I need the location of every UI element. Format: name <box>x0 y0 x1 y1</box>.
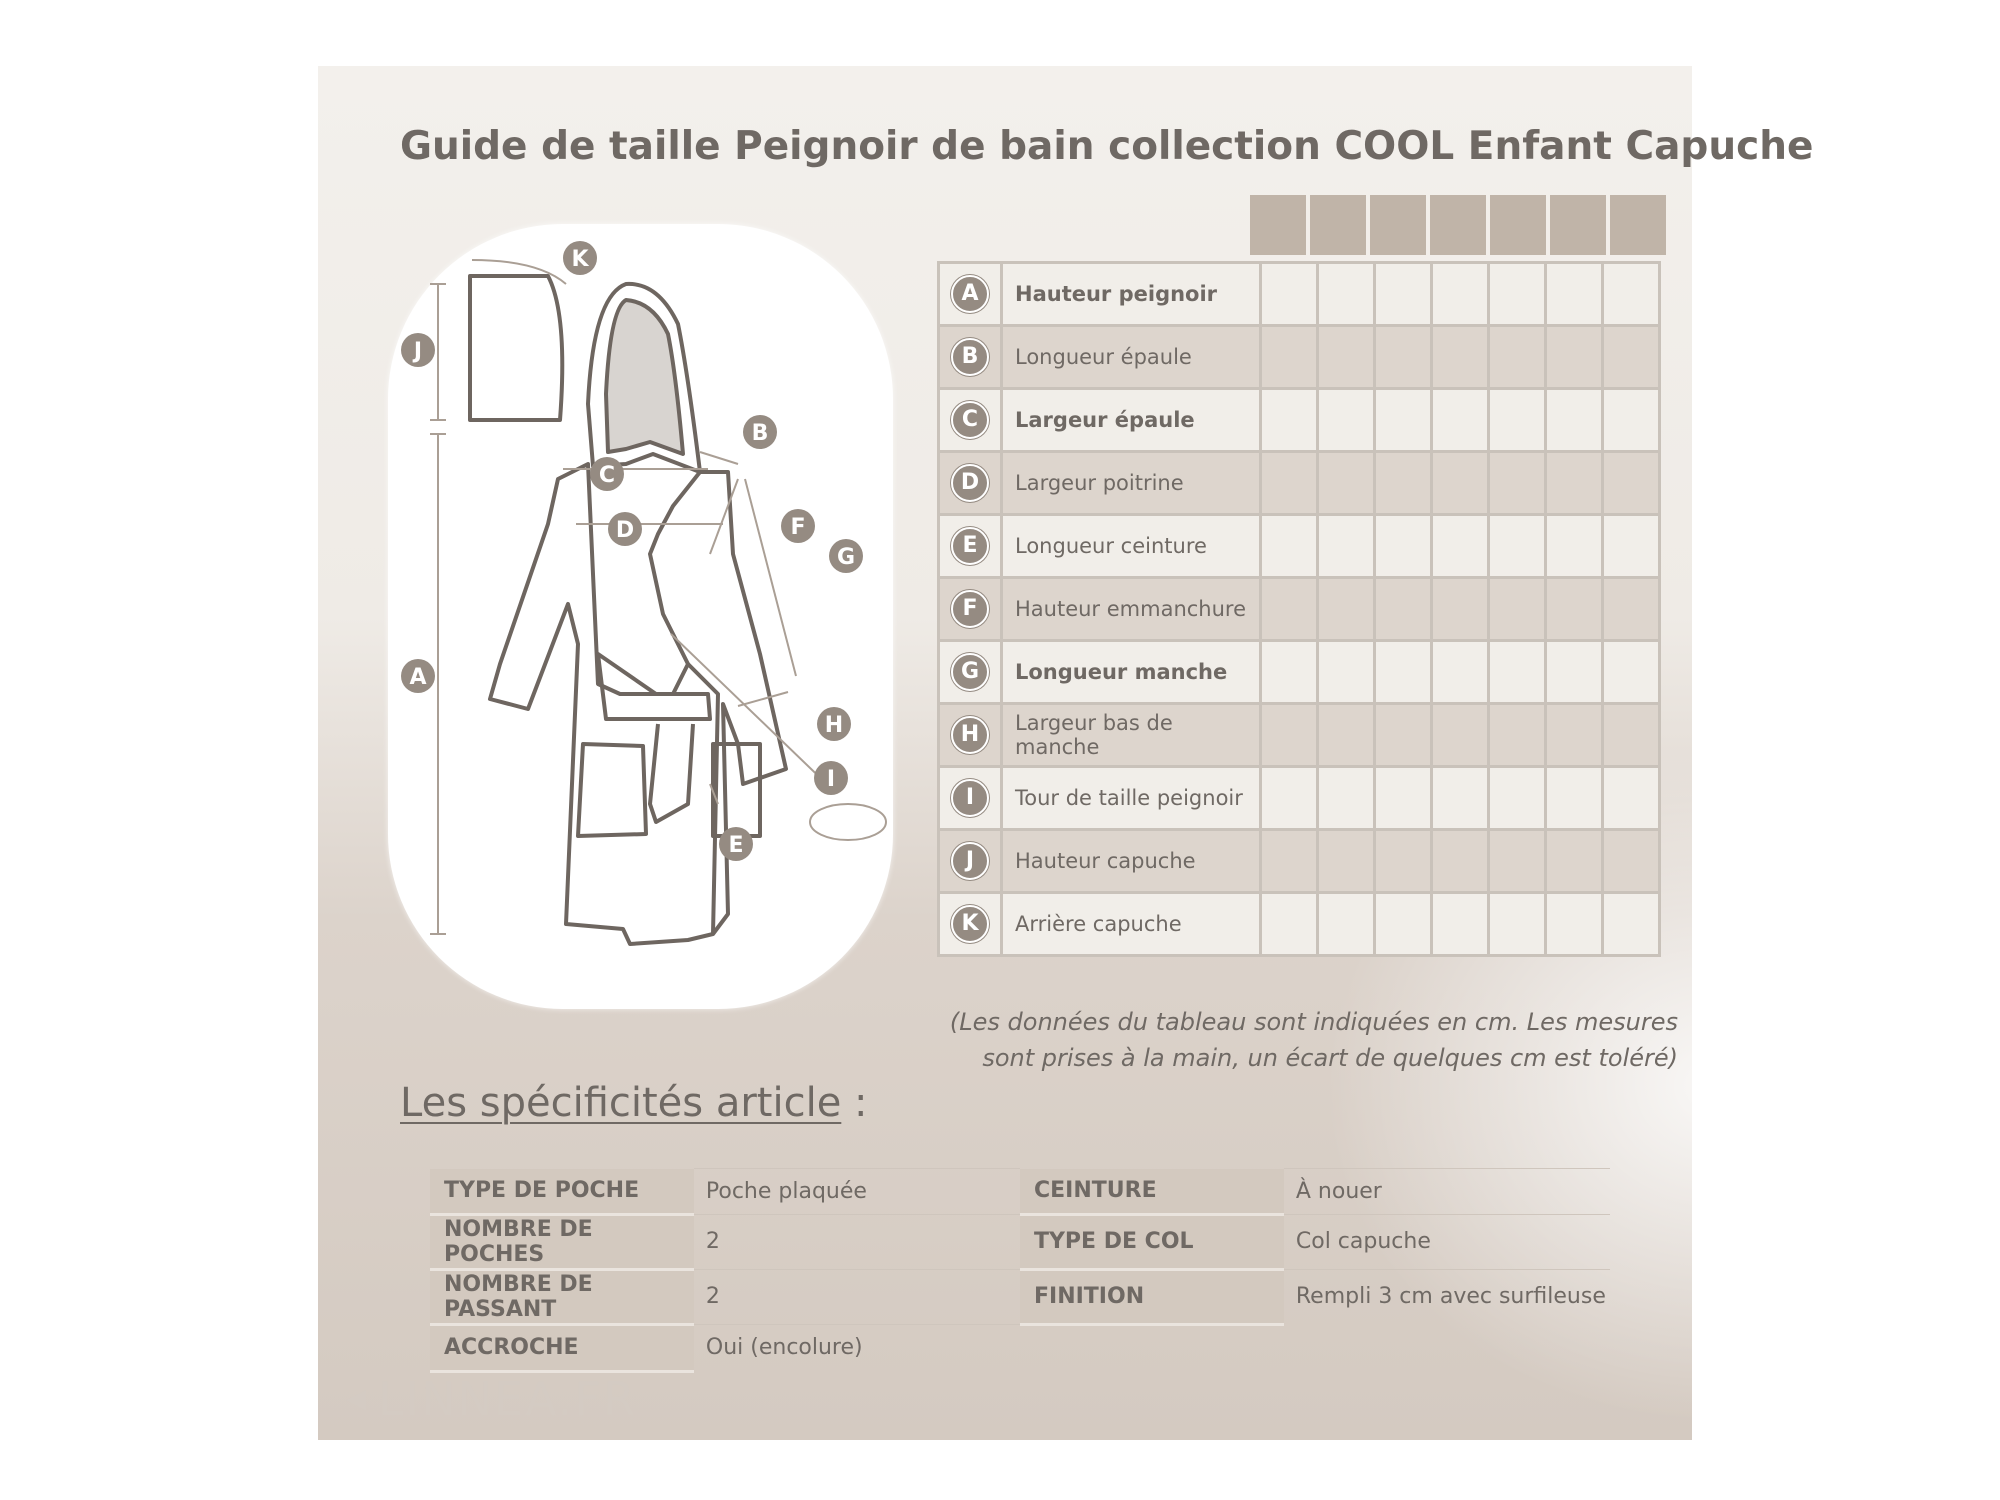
spec-key: FINITION <box>1020 1269 1284 1324</box>
note-line-1: (Les données du tableau sont indiquées en cm. Les mesures <box>949 1008 1678 1036</box>
letter-badge: A <box>951 275 989 313</box>
marker-d <box>608 512 642 546</box>
letter-badge: H <box>951 716 989 754</box>
letter-badge: G <box>951 653 989 691</box>
brand-logo <box>346 1372 637 1426</box>
svg-text:G: G <box>836 545 856 570</box>
measurement-note <box>918 1004 2000 1076</box>
letter-badge: B <box>951 338 989 376</box>
measure-name: Hauteur emmanchure <box>1002 578 1261 641</box>
note-line-2: sont prises à la main, un écart de quelques cm est toléré) <box>982 1044 1678 1072</box>
size-header-cell <box>1490 195 1546 255</box>
spec-key: CEINTURE <box>1020 1169 1284 1215</box>
marker-f <box>781 509 815 543</box>
measure-name: Arrière capuche <box>1002 893 1261 956</box>
letter-badge: E <box>951 527 989 565</box>
specs-heading-text: Les spécificités article <box>400 1080 842 1126</box>
spec-value: Oui (encolure) <box>694 1324 1020 1371</box>
svg-text:B: B <box>751 421 769 446</box>
svg-text:A: A <box>409 665 427 690</box>
letter-badge: C <box>951 401 989 439</box>
specs-heading <box>400 1080 868 1126</box>
table-row <box>939 263 1660 326</box>
marker-e <box>719 827 753 861</box>
spec-key: TYPE DE COL <box>1020 1214 1284 1269</box>
bathrobe-diagram <box>388 224 893 1009</box>
letter-badge: D <box>951 464 989 502</box>
marker-a <box>401 659 435 693</box>
table-row <box>939 389 1660 452</box>
table-row <box>939 578 1660 641</box>
measure-name: Largeur bas de manche <box>1002 704 1261 767</box>
table-row <box>939 326 1660 389</box>
table-row <box>939 704 1660 767</box>
size-guide-card <box>318 66 1814 1440</box>
table-row <box>939 893 1660 956</box>
svg-text:C: C <box>598 463 616 488</box>
measure-name: Hauteur peignoir <box>1002 263 1261 326</box>
specs-heading-colon: : <box>841 1080 868 1126</box>
svg-text:F: F <box>790 515 806 540</box>
spec-empty-cell <box>1284 1324 1610 1371</box>
spec-value: 2 <box>694 1214 1020 1269</box>
letter-badge: K <box>951 905 989 943</box>
measure-name: Tour de taille peignoir <box>1002 767 1261 830</box>
size-header-cell <box>1370 195 1426 255</box>
marker-b <box>743 415 777 449</box>
size-header-cell <box>1610 195 1666 255</box>
measure-name: Hauteur capuche <box>1002 830 1261 893</box>
svg-text:E: E <box>728 833 744 858</box>
marker-g <box>829 539 863 573</box>
letter-badge: F <box>951 590 989 628</box>
svg-text:D: D <box>615 518 635 543</box>
spec-key: TYPE DE POCHE <box>430 1169 694 1215</box>
specs-table <box>430 1168 1610 1373</box>
size-header-cell <box>1550 195 1606 255</box>
spec-value: 2 <box>694 1269 1020 1324</box>
marker-j <box>401 333 435 367</box>
letter-badge: I <box>951 779 989 817</box>
letter-badge: J <box>951 842 989 880</box>
svg-text:I: I <box>826 767 836 792</box>
spec-key: NOMBRE DE PASSANT <box>430 1269 694 1324</box>
spec-row <box>430 1269 1610 1324</box>
spec-key: ACCROCHE <box>430 1324 694 1371</box>
table-row <box>939 830 1660 893</box>
table-row <box>939 452 1660 515</box>
marker-h <box>817 707 851 741</box>
svg-text:K: K <box>571 247 589 272</box>
spec-row <box>430 1324 1610 1371</box>
measure-name: Largeur épaule <box>1002 389 1261 452</box>
spec-key: NOMBRE DE POCHES <box>430 1214 694 1269</box>
spec-value: Poche plaquée <box>694 1169 1020 1215</box>
size-header-row <box>1250 195 1666 255</box>
size-header-cell <box>1430 195 1486 255</box>
spec-value: Col capuche <box>1284 1214 1610 1269</box>
measure-name: Largeur poitrine <box>1002 452 1261 515</box>
size-header-cell <box>1250 195 1306 255</box>
spec-row <box>430 1169 1610 1215</box>
table-row <box>939 767 1660 830</box>
marker-c <box>590 457 624 491</box>
page-title: Guide de taille Peignoir de bain collection COOL Enfant Capuche <box>400 124 1814 169</box>
bathrobe-drawing <box>388 224 893 1009</box>
svg-text:H: H <box>824 713 844 738</box>
logo-text: LINNEA.FR <box>378 1372 637 1426</box>
logo-icon: ◀ <box>346 1384 368 1414</box>
size-header-cell <box>1310 195 1366 255</box>
marker-i <box>814 761 848 795</box>
spec-value: Rempli 3 cm avec surfileuse <box>1284 1269 1610 1324</box>
table-row <box>939 641 1660 704</box>
marker-k <box>563 241 597 275</box>
spec-row <box>430 1214 1610 1269</box>
table-row <box>939 515 1660 578</box>
spec-value: À nouer <box>1284 1169 1610 1215</box>
svg-text:J: J <box>413 339 423 364</box>
measure-name: Longueur manche <box>1002 641 1261 704</box>
measure-name: Longueur épaule <box>1002 326 1261 389</box>
measurement-table <box>937 261 1661 957</box>
spec-empty-cell <box>1020 1324 1284 1371</box>
measure-name: Longueur ceinture <box>1002 515 1261 578</box>
